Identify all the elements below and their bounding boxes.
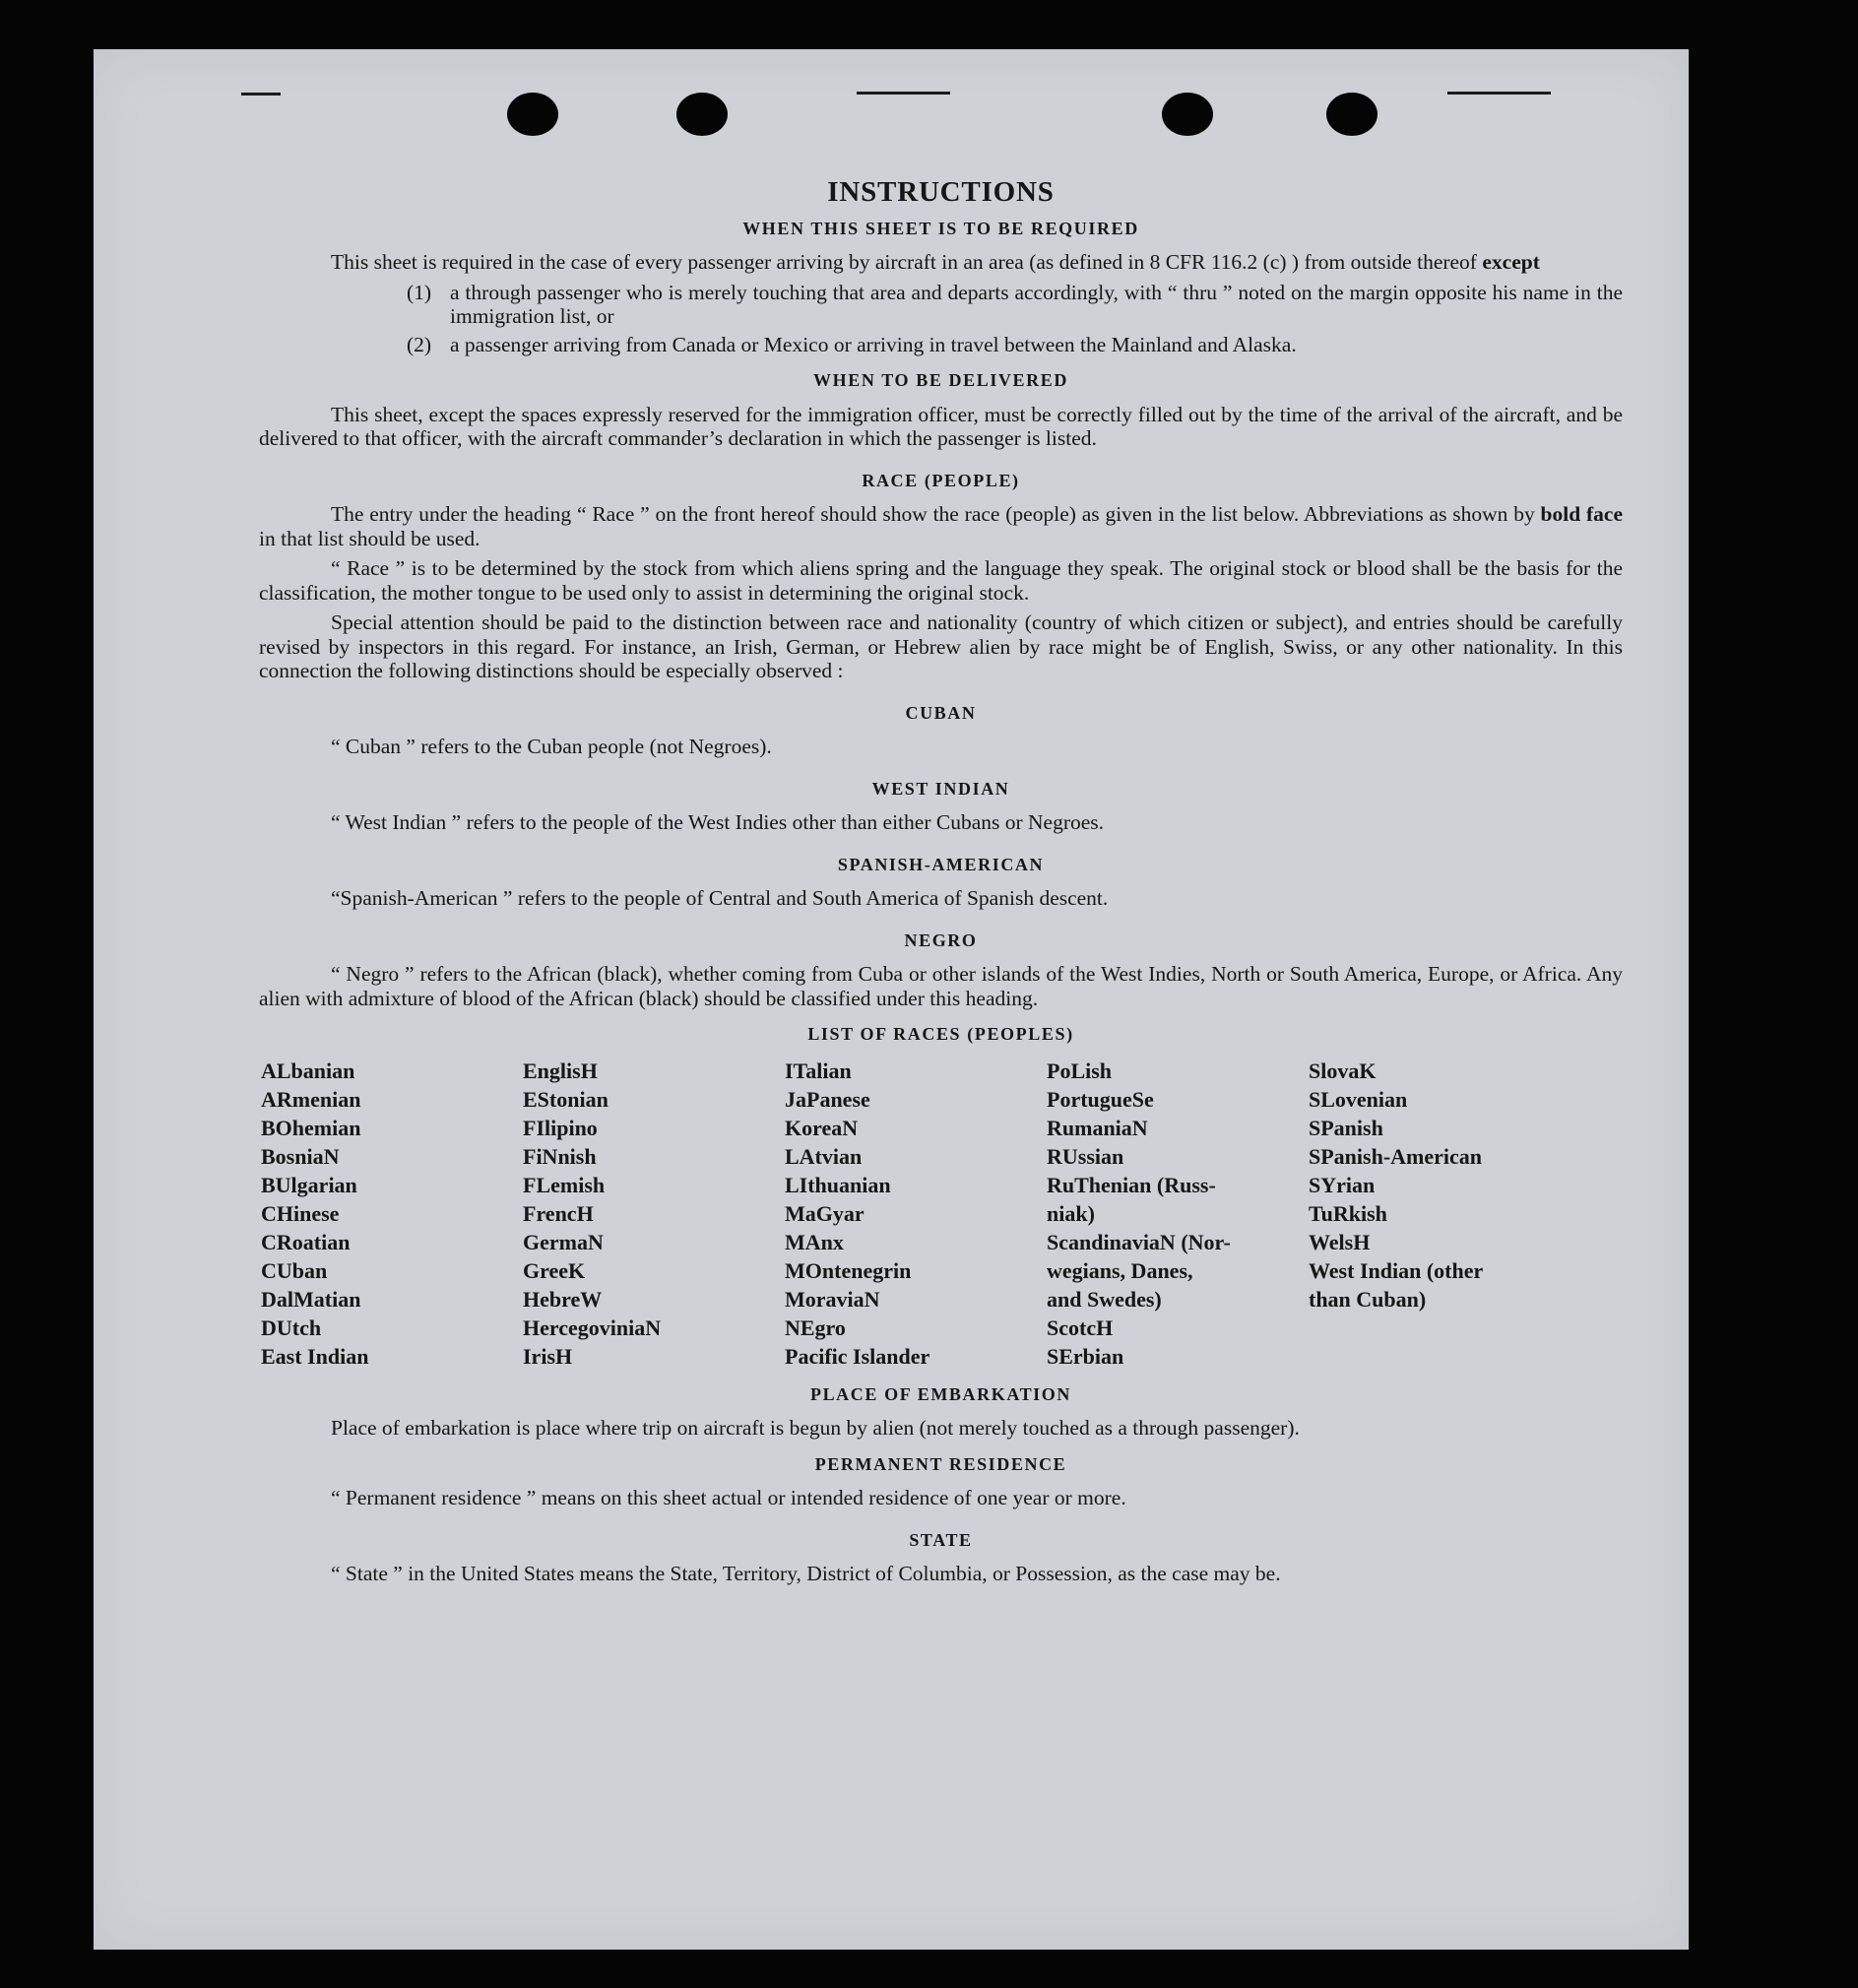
paragraph-when-delivered: This sheet, except the spaces expressly reserved for the immigration officer, must be correctly filled out by the time of the arrival of the aircraft, and be delivered to that officer, with the aircraft commander’s declaration in which the passenger is listed. [259, 402, 1623, 450]
paragraph-cuban: “ Cuban ” refers to the Cuban people (not Negroes). [331, 735, 772, 758]
margin-mark [857, 92, 950, 95]
race-entry: CHinese [261, 1200, 340, 1226]
race-entry: TuRkish [1309, 1200, 1387, 1226]
race-entry: CUban [261, 1257, 328, 1283]
margin-mark [241, 93, 281, 96]
section-heading-race: RACE (PEOPLE) [862, 470, 1020, 490]
punch-hole [1326, 93, 1377, 136]
item-text: a through passenger who is merely touching that area and departs accordingly, with “ thru ” noted on the margin opposite his name in the immigration list, or [450, 280, 1623, 328]
section-heading-spanish-american: SPANISH-AMERICAN [837, 854, 1045, 874]
bold-face-term: bold face [1540, 502, 1623, 526]
race-entry: Pacific Islander [785, 1343, 930, 1369]
paragraph-race-1 [259, 502, 1623, 550]
race-entry: GermaN [523, 1229, 604, 1254]
race-entry: SYrian [1309, 1172, 1376, 1197]
race-entry: RUssian [1047, 1143, 1124, 1169]
races-list [261, 1057, 1623, 1371]
section-heading-when-required: WHEN THIS SHEET IS TO BE REQUIRED [742, 218, 1139, 238]
race-entry: MAnx [785, 1229, 844, 1254]
race-entry: RuThenian (Russ- niak) [1047, 1172, 1216, 1226]
item-text: a passenger arriving from Canada or Mexico or arriving in travel between the Mainland and Alaska. [450, 332, 1297, 356]
race-entry: PoLish [1047, 1058, 1113, 1083]
race-entry: ALbanian [261, 1058, 355, 1083]
except-emphasis: except [1482, 250, 1540, 274]
exceptions-list [407, 281, 1623, 357]
section-heading-place-of-embarkation: PLACE OF EMBARKATION [809, 1383, 1071, 1404]
races-column [523, 1057, 785, 1371]
race-entry: MaGyar [785, 1200, 865, 1226]
item-number: (1) [407, 280, 432, 304]
paragraph-negro: “ Negro ” refers to the African (black), whether coming from Cuba or other islands of the West Indies, North or South America, Europe, or Africa. Any alien with admixture of blood of the African (black) should be classified under this heading. [259, 962, 1623, 1010]
race-entry: FiNnish [523, 1143, 597, 1169]
paragraph-race-2: “ Race ” is to be determined by the stock from which aliens spring and the language they speak. The original stock or blood shall be the basis for the classification, the mother tongue to be used only to assist in determining the original stock. [259, 556, 1623, 605]
paragraph-race-3: Special attention should be paid to the distinction between race and nationality (country of which citizen or subject), and entries should be carefully revised by inspectors in this regard. For instance, an Irish, German, or Hebrew alien by race might be of English, Swiss, or any other nationality. In this connection the following distinctions should be especially observed : [259, 610, 1623, 682]
race-entry: PortugueSe [1047, 1086, 1154, 1112]
section-heading-west-indian: WEST INDIAN [871, 778, 1010, 799]
page-title: INSTRUCTIONS [827, 176, 1055, 208]
race-entry: ScotcH [1047, 1315, 1114, 1340]
race-entry: WelsH [1309, 1229, 1371, 1254]
races-column [261, 1057, 523, 1371]
race-entry: BOhemian [261, 1115, 361, 1140]
paragraph-west-indian: “ West Indian ” refers to the people of the West Indies other than either Cubans or Negroes. [331, 810, 1105, 834]
intro-text: This sheet is required in the case of every passenger arriving by aircraft in an area (as defined in 8 CFR 116.2 (c) ) from outside thereof [331, 250, 1477, 274]
punch-hole [676, 93, 728, 136]
race-entry: ITalian [785, 1058, 852, 1083]
section-heading-state: STATE [909, 1529, 973, 1550]
race-entry: NEgro [785, 1315, 846, 1340]
race-entry: HercegoviniaN [523, 1315, 662, 1340]
races-column [1047, 1057, 1309, 1371]
margin-mark [1447, 92, 1551, 95]
document-sheet [94, 49, 1689, 1950]
list-item [407, 281, 1623, 329]
race-entry: KoreaN [785, 1115, 859, 1140]
race-entry: CRoatian [261, 1229, 351, 1254]
section-heading-list-of-races: LIST OF RACES (PEOPLES) [807, 1024, 1074, 1044]
races-column [785, 1057, 1047, 1371]
race-entry: GreeK [523, 1257, 586, 1283]
race-entry: DalMatian [261, 1286, 361, 1312]
section-heading-cuban: CUBAN [905, 702, 977, 723]
race-entry: ScandinaviaN (Nor- wegians, Danes, and Swedes) [1047, 1229, 1231, 1312]
race-entry: FrencH [523, 1200, 594, 1226]
race-entry: DUtch [261, 1315, 322, 1340]
race-entry: East Indian [261, 1343, 369, 1369]
race-entry: SlovaK [1309, 1058, 1377, 1083]
race-entry: SLovenian [1309, 1086, 1408, 1112]
punch-hole [507, 93, 558, 136]
paragraph-permanent-residence: “ Permanent residence ” means on this sheet actual or intended residence of one year or more. [331, 1486, 1126, 1509]
race-entry: SErbian [1047, 1343, 1124, 1369]
punch-hole [1162, 93, 1213, 136]
race-text-end: in that list should be used. [259, 526, 481, 550]
paragraph-when-required [259, 250, 1623, 275]
race-entry: BUlgarian [261, 1172, 357, 1197]
section-heading-when-delivered: WHEN TO BE DELIVERED [813, 370, 1068, 390]
paragraph-place-of-embarkation: Place of embarkation is place where trip on aircraft is begun by alien (not merely touched as a through passenger). [331, 1416, 1300, 1440]
race-entry: FIlipino [523, 1115, 598, 1140]
instructions-content [259, 176, 1623, 1592]
race-entry: MOntenegrin [785, 1257, 912, 1283]
race-entry: ARmenian [261, 1086, 361, 1112]
race-entry: EnglisH [523, 1058, 598, 1083]
race-entry: JaPanese [785, 1086, 870, 1112]
race-entry: West Indian (other than Cuban) [1309, 1257, 1484, 1312]
race-entry: EStonian [523, 1086, 609, 1112]
race-entry: MoraviaN [785, 1286, 880, 1312]
race-text: The entry under the heading “ Race ” on the front hereof should show the race (people) as given in the list below. Abbreviations as shown by [331, 502, 1535, 526]
race-entry: IrisH [523, 1343, 573, 1369]
race-entry: SPanish [1309, 1115, 1383, 1140]
race-entry: HebreW [523, 1286, 603, 1312]
race-entry: RumaniaN [1047, 1115, 1148, 1140]
item-number: (2) [407, 332, 432, 356]
list-item [407, 333, 1623, 357]
race-entry: SPanish-American [1309, 1143, 1482, 1169]
race-entry: BosniaN [261, 1143, 340, 1169]
race-entry: LIthuanian [785, 1172, 891, 1197]
paragraph-state: “ State ” in the United States means the State, Territory, District of Columbia, or Possession, as the case may be. [331, 1562, 1281, 1585]
race-entry: FLemish [523, 1172, 606, 1197]
races-column [1309, 1057, 1570, 1371]
race-entry: LAtvian [785, 1143, 863, 1169]
paragraph-spanish-american: “Spanish-American ” refers to the people of Central and South America of Spanish descent. [331, 886, 1109, 910]
section-heading-negro: NEGRO [904, 930, 978, 950]
section-heading-permanent-residence: PERMANENT RESIDENCE [814, 1453, 1067, 1474]
